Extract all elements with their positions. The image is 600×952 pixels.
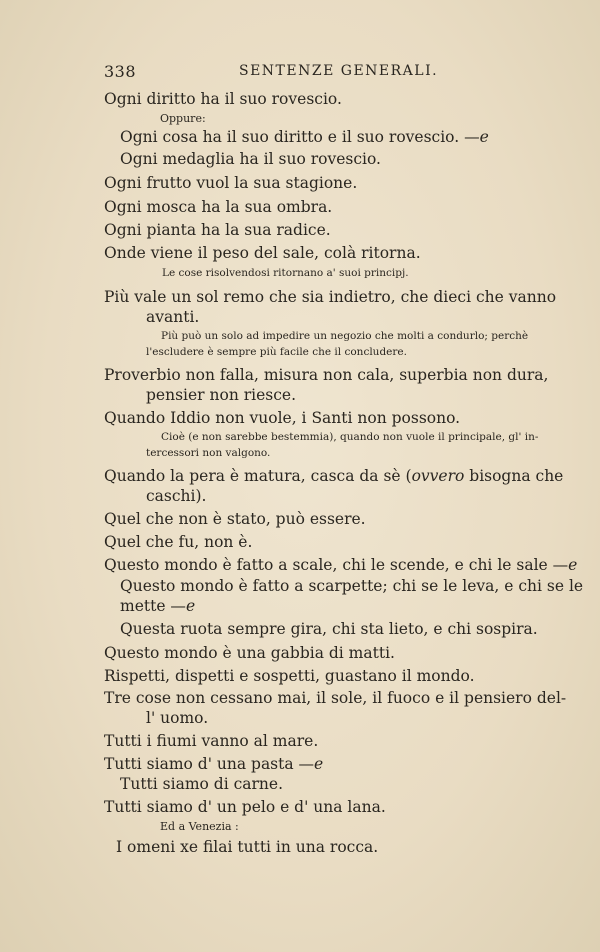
proverb-line: Quel che non è stato, può essere. <box>104 510 366 528</box>
proverb-line: l' uomo. <box>146 709 209 727</box>
proverb-line: Tutti siamo d' una pasta —e <box>104 755 324 773</box>
proverb-line: Quando Iddio non vuole, i Santi non possono. <box>104 409 461 427</box>
proverb-line: Ogni mosca ha la sua ombra. <box>104 198 333 216</box>
proverb-line: mette —e <box>120 597 196 615</box>
proverb-line: Questo mondo è una gabbia di matti. <box>104 644 395 662</box>
proverb-line: avanti. <box>146 308 200 326</box>
proverb-line: Ogni pianta ha la sua radice. <box>104 221 331 239</box>
note-line: Oppure: <box>160 112 206 125</box>
note-line: l'escludere è sempre più facile che il concludere. <box>146 346 407 358</box>
proverb-line: Tutti siamo di carne. <box>120 775 283 793</box>
proverb-line: Tutti i fiumi vanno al mare. <box>104 732 319 750</box>
page-header <box>104 62 540 84</box>
proverb-line: caschi). <box>146 487 207 505</box>
page-number: 338 <box>104 62 137 81</box>
proverb-line: Ogni frutto vuol la sua stagione. <box>104 174 358 192</box>
proverb-line: Ogni cosa ha il suo diritto e il suo rovescio. —e <box>120 128 489 146</box>
running-title: SENTENZE GENERALI. <box>239 63 439 79</box>
proverb-line: Questa ruota sempre gira, chi sta lieto, e chi sospira. <box>120 620 538 638</box>
proverb-line: Onde viene il peso del sale, colà ritorna. <box>104 244 421 262</box>
proverb-line: Ogni diritto ha il suo rovescio. <box>104 90 342 108</box>
note-line: Ed a Venezia : <box>160 820 239 833</box>
proverb-line: pensier non riesce. <box>146 386 296 404</box>
proverb-line: Questo mondo è fatto a scarpette; chi se le leva, e chi se le <box>120 577 584 595</box>
proverb-line: Rispetti, dispetti e sospetti, guastano il mondo. <box>104 667 475 685</box>
proverb-line: Ogni medaglia ha il suo rovescio. <box>120 150 381 168</box>
proverb-line: Tre cose non cessano mai, il sole, il fuoco e il pensiero del- <box>104 689 567 707</box>
note-line: Le cose risolvendosi ritornano a' suoi principj. <box>162 267 409 279</box>
note-line: Cioè (e non sarebbe bestemmia), quando non vuole il principale, gl' in- <box>161 431 539 443</box>
note-line: Più può un solo ad impedire un negozio che molti a condurlo; perchè <box>161 330 529 342</box>
note-line: tercessori non valgono. <box>146 447 271 459</box>
proverb-line: Più vale un sol remo che sia indietro, che dieci che vanno <box>104 288 557 306</box>
proverb-line: Tutti siamo d' un pelo e d' una lana. <box>104 798 386 816</box>
proverb-line: Quando la pera è matura, casca da sè (ovvero bisogna che <box>104 467 564 485</box>
proverb-line: Quel che fu, non è. <box>104 533 253 551</box>
proverb-line: Proverbio non falla, misura non cala, superbia non dura, <box>104 366 549 384</box>
proverb-line: Questo mondo è fatto a scale, chi le scende, e chi le sale —e <box>104 556 578 574</box>
proverb-line: I omeni xe filai tutti in una rocca. <box>116 838 379 856</box>
